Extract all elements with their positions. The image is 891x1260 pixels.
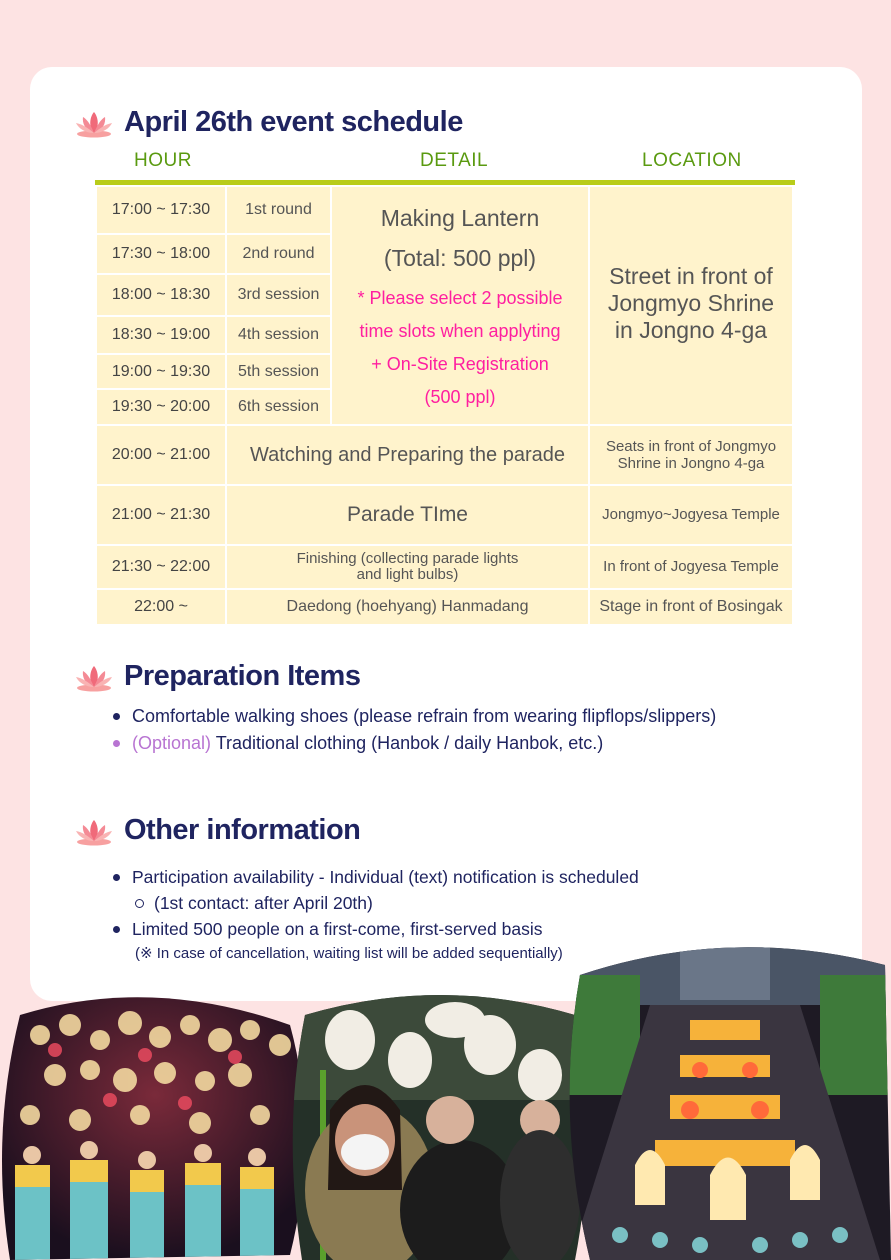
optional-label: (Optional) — [132, 732, 212, 753]
note-text: (※ In case of cancellation, waiting list will be added sequentially) — [135, 945, 563, 962]
time-cell: 17:00 ~ 17:30 — [97, 187, 225, 233]
lantern-note-line: * Please select 2 possible — [357, 287, 563, 308]
detail-cell: Parade TIme — [227, 486, 588, 544]
list-item-text: Traditional clothing (Hanbok / daily Hanbok, etc.) — [211, 732, 604, 753]
list-item-text: Limited 500 people on a first-come, first-served basis — [132, 918, 543, 939]
round-cell: 4th session — [227, 317, 330, 353]
time-cell: 22:00 ~ — [97, 590, 225, 624]
lantern-detail-cell — [332, 187, 588, 424]
location-line: Shrine in Jongno 4-ga — [617, 455, 765, 472]
location-cell: In front of Jogyesa Temple — [590, 546, 792, 588]
time-cell: 19:30 ~ 20:00 — [97, 390, 225, 424]
lantern-location-cell — [590, 187, 792, 424]
column-header-hour: HOUR — [134, 150, 192, 171]
location-line: in Jongno 4-ga — [614, 317, 768, 343]
lantern-note-line: (500 ppl) — [424, 386, 496, 407]
list-item — [113, 703, 716, 729]
location-line: Seats in front of Jongmyo — [605, 438, 777, 455]
lantern-note-line: time slots when applyting — [359, 320, 561, 341]
detail-cell — [227, 546, 588, 588]
round-cell: 1st round — [227, 187, 330, 233]
detail-line: and light bulbs) — [356, 566, 459, 583]
detail-cell: Watching and Preparing the parade — [227, 426, 588, 484]
preparation-list — [113, 703, 716, 757]
detail-cell: Daedong (hoehyang) Hanmadang — [227, 590, 588, 624]
street-parade-photo — [560, 935, 891, 1260]
lantern-note-line: + On-Site Registration — [371, 353, 549, 374]
preparation-title-text: Preparation Items — [124, 660, 361, 692]
sub-bullet-icon — [135, 899, 144, 908]
time-cell: 21:30 ~ 22:00 — [97, 546, 225, 588]
list-item — [113, 729, 716, 757]
location-line: Street in front of — [609, 263, 773, 289]
time-cell: 19:00 ~ 19:30 — [97, 355, 225, 388]
bullet-icon — [113, 713, 120, 720]
list-item-text: (1st contact: after April 20th) — [154, 892, 373, 913]
location-cell: Jongmyo~Jogyesa Temple — [590, 486, 792, 544]
schedule-title-text: April 26th event schedule — [124, 106, 463, 138]
list-sub-item — [113, 890, 639, 916]
header-divider — [95, 180, 795, 185]
time-cell: 17:30 ~ 18:00 — [97, 235, 225, 273]
location-line: Jongmyo Shrine — [607, 290, 775, 316]
lotus-icon — [74, 662, 114, 692]
time-cell: 18:30 ~ 19:00 — [97, 317, 225, 353]
time-cell: 18:00 ~ 18:30 — [97, 275, 225, 315]
lantern-procession-photo — [0, 985, 310, 1260]
location-cell: Stage in front of Bosingak — [590, 590, 792, 624]
column-header-location: LOCATION — [642, 150, 742, 171]
round-cell: 2nd round — [227, 235, 330, 273]
lotus-icon — [74, 816, 114, 846]
column-header-detail: DETAIL — [420, 150, 489, 171]
other-info-title-text: Other information — [124, 814, 361, 846]
list-item-text: Participation availability - Individual (text) notification is scheduled — [132, 866, 639, 887]
list-item — [113, 864, 639, 890]
bullet-icon — [113, 740, 120, 747]
bullet-icon — [113, 926, 120, 933]
bullet-icon — [113, 874, 120, 881]
lotus-icon — [74, 108, 114, 138]
preparation-section-title — [74, 660, 360, 693]
other-info-section-title — [74, 814, 360, 847]
lantern-detail-line: (Total: 500 ppl) — [383, 244, 537, 271]
round-cell: 6th session — [227, 390, 330, 424]
round-cell: 5th session — [227, 355, 330, 388]
list-item-text: Comfortable walking shoes (please refrain from wearing flipflops/slippers) — [132, 705, 717, 726]
participant-photo — [290, 990, 590, 1260]
detail-line: Finishing (collecting parade lights — [296, 550, 519, 567]
location-cell — [590, 426, 792, 484]
schedule-section-title — [74, 106, 463, 139]
time-cell: 20:00 ~ 21:00 — [97, 426, 225, 484]
round-cell: 3rd session — [227, 275, 330, 315]
lantern-detail-line: Making Lantern — [380, 204, 540, 231]
time-cell: 21:00 ~ 21:30 — [97, 486, 225, 544]
